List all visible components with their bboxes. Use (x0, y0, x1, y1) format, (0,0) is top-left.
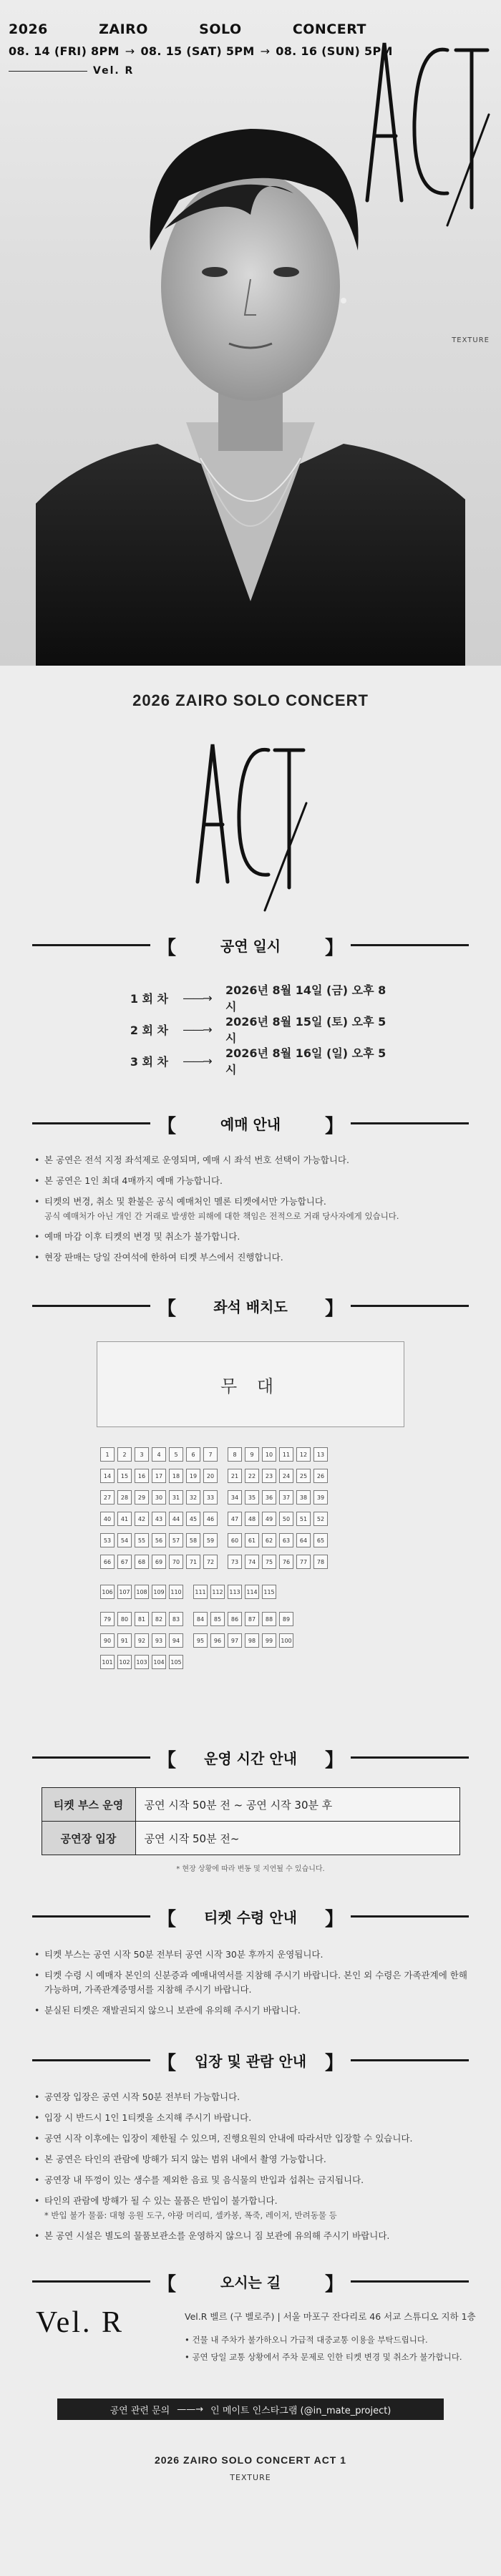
seat-56: 56 (152, 1533, 166, 1547)
seat-1: 1 (100, 1447, 115, 1462)
seat-10: 10 (262, 1447, 276, 1462)
arrow-icon: → (260, 44, 271, 58)
seat-67: 67 (117, 1555, 132, 1569)
ticketing-list (0, 1153, 501, 1265)
seat-18: 18 (169, 1469, 183, 1483)
schedule-row: 1 회 차 ——→ 2026년 8월 14일 (금) 오후 8시 (130, 983, 386, 1014)
section-heading-schedule: 【 공연 일시 】 (0, 930, 501, 959)
hero-artist: ZAIRO (99, 21, 148, 37)
seat-29: 29 (135, 1490, 149, 1505)
section-title: 좌석 배치도 (213, 1298, 288, 1316)
section-title: 티켓 수령 안내 (204, 1909, 297, 1926)
seat-42: 42 (135, 1512, 149, 1526)
table-header-cell: 티켓 부스 운영 (42, 1788, 135, 1822)
seat-93: 93 (152, 1633, 166, 1648)
seat-81: 81 (135, 1612, 149, 1626)
list-item: • 티켓 수령 시 예매자 본인의 신분증과 예매내역서를 지참해 주시기 바랍니다. 본인 외 수령은 가족관계에 한해 가능하며, 가족관계증명서를 지참해 주시기 바랍니다. (34, 1968, 472, 1997)
seat-80: 80 (117, 1612, 132, 1626)
seat-59: 59 (203, 1533, 218, 1547)
seat-91: 91 (117, 1633, 132, 1648)
seat-46: 46 (203, 1512, 218, 1526)
seat-57: 57 (169, 1533, 183, 1547)
section-heading-ticketing: 【 예매 안내 】 (0, 1109, 501, 1137)
seat-22: 22 (245, 1469, 259, 1483)
seat-84: 84 (193, 1612, 208, 1626)
seat-5: 5 (169, 1447, 183, 1462)
arrow-icon: ——→ (183, 991, 211, 1005)
location-block (0, 2305, 501, 2398)
table-header-cell: 공연장 입장 (42, 1822, 135, 1855)
seat-23: 23 (262, 1469, 276, 1483)
divider (9, 71, 87, 72)
seat-21: 21 (228, 1469, 242, 1483)
seat-4: 4 (152, 1447, 166, 1462)
seat-27: 27 (100, 1490, 115, 1505)
seat-12: 12 (296, 1447, 311, 1462)
section-heading-seating: 【 좌석 배치도 】 (0, 1291, 501, 1320)
seat-89: 89 (279, 1612, 293, 1626)
seat-13: 13 (313, 1447, 328, 1462)
seat-109: 109 (152, 1585, 166, 1599)
seat-94: 94 (169, 1633, 183, 1648)
seat-114: 114 (245, 1585, 259, 1599)
seat-32: 32 (186, 1490, 200, 1505)
seat-38: 38 (296, 1490, 311, 1505)
seat-76: 76 (279, 1555, 293, 1569)
seat-61: 61 (245, 1533, 259, 1547)
seat-79: 79 (100, 1612, 115, 1626)
stage: 무 대 (97, 1341, 404, 1427)
seat-73: 73 (228, 1555, 242, 1569)
list-item: • 티켓의 변경, 취소 및 환불은 공식 예매처인 멜론 티켓에서만 가능합니다. 공식 예매처가 아닌 개인 간 거래로 발생한 피해에 대한 책임은 전적으로 거래 당사자에게 있습니다. (34, 1195, 472, 1223)
seat-28: 28 (117, 1490, 132, 1505)
operation-table (42, 1787, 460, 1855)
table-row (42, 1822, 459, 1855)
operation-note: * 현장 상황에 따라 변동 및 지연될 수 있습니다. (176, 1865, 325, 1873)
act-logo-image (193, 732, 308, 914)
seat-11: 11 (279, 1447, 293, 1462)
seat-112: 112 (210, 1585, 225, 1599)
seat-70: 70 (169, 1555, 183, 1569)
seat-62: 62 (262, 1533, 276, 1547)
section-title: 오시는 길 (220, 2274, 281, 2291)
seat-53: 53 (100, 1533, 115, 1547)
seat-98: 98 (245, 1633, 259, 1648)
list-item: • 입장 시 반드시 1인 1티켓을 소지해 주시기 바랍니다. (34, 2111, 472, 2125)
seat-96: 96 (210, 1633, 225, 1648)
seat-9: 9 (245, 1447, 259, 1462)
seat-110: 110 (169, 1585, 183, 1599)
contact-label: 공연 관련 문의 (110, 2405, 170, 2416)
seat-66: 66 (100, 1555, 115, 1569)
hero-poster (0, 0, 501, 666)
seat-49: 49 (262, 1512, 276, 1526)
seat-35: 35 (245, 1490, 259, 1505)
seat-24: 24 (279, 1469, 293, 1483)
section-title: 운영 시간 안내 (204, 1750, 297, 1767)
seat-111: 111 (193, 1585, 208, 1599)
seat-75: 75 (262, 1555, 276, 1569)
seat-71: 71 (186, 1555, 200, 1569)
seat-101: 101 (100, 1655, 115, 1669)
seat-31: 31 (169, 1490, 183, 1505)
title-block (0, 666, 501, 930)
seat-92: 92 (135, 1633, 149, 1648)
seat-63: 63 (279, 1533, 293, 1547)
seat-99: 99 (262, 1633, 276, 1648)
seat-30: 30 (152, 1490, 166, 1505)
list-item: • 공연 당일 교통 상황에서 주차 문제로 인한 티켓 변경 및 취소가 불가합니다. (185, 2352, 462, 2362)
footer-brand (0, 2473, 501, 2482)
seat-83: 83 (169, 1612, 183, 1626)
seat-60: 60 (228, 1533, 242, 1547)
seat-69: 69 (152, 1555, 166, 1569)
seat-115: 115 (262, 1585, 276, 1599)
hero-venue: Vel. R (93, 65, 135, 77)
hero-date-block (9, 21, 393, 77)
seat-33: 33 (203, 1490, 218, 1505)
seat-34: 34 (228, 1490, 242, 1505)
arrow-icon: ——→ (177, 2404, 204, 2415)
list-item: • 본 공연 시설은 별도의 물품보관소를 운영하지 않으니 짐 보관에 유의해 주시기 바랍니다. (34, 2229, 472, 2243)
section-title: 예매 안내 (220, 1116, 281, 1133)
seat-64: 64 (296, 1533, 311, 1547)
seat-97: 97 (228, 1633, 242, 1648)
seat-8: 8 (228, 1447, 242, 1462)
seat-113: 113 (228, 1585, 242, 1599)
seat-43: 43 (152, 1512, 166, 1526)
seat-44: 44 (169, 1512, 183, 1526)
seat-7: 7 (203, 1447, 218, 1462)
location-notes (185, 2334, 462, 2368)
seat-36: 36 (262, 1490, 276, 1505)
list-item: • 본 공연은 1인 최대 4매까지 예매 가능합니다. (34, 1174, 472, 1188)
pickup-list (0, 1948, 501, 2018)
seat-88: 88 (262, 1612, 276, 1626)
seat-54: 54 (117, 1533, 132, 1547)
seat-87: 87 (245, 1612, 259, 1626)
seat-39: 39 (313, 1490, 328, 1505)
seat-108: 108 (135, 1585, 149, 1599)
hero-date-2: 08. 15 (SAT) 5PM (140, 44, 255, 58)
seat-40: 40 (100, 1512, 115, 1526)
hero-signature: TEXTURE (452, 336, 490, 344)
seat-90: 90 (100, 1633, 115, 1648)
seat-15: 15 (117, 1469, 132, 1483)
contact-value: 인 메이트 인스타그램 (@in_mate_project) (210, 2405, 391, 2416)
list-item: • 예매 마감 이후 티켓의 변경 및 취소가 불가합니다. (34, 1230, 472, 1244)
seat-19: 19 (186, 1469, 200, 1483)
schedule-list (0, 982, 501, 1076)
list-item: • 본 공연은 타인의 관람에 방해가 되지 않는 범위 내에서 촬영 가능합니다. (34, 2152, 472, 2167)
seat-77: 77 (296, 1555, 311, 1569)
seat-14: 14 (100, 1469, 115, 1483)
list-item: • 건물 내 주차가 불가하오니 가급적 대중교통 이용을 부탁드립니다. (185, 2335, 428, 2345)
seat-45: 45 (186, 1512, 200, 1526)
seat-107: 107 (117, 1585, 132, 1599)
contact-bar (57, 2398, 444, 2420)
list-item: • 본 공연은 전석 지정 좌석제로 운영되며, 예매 시 좌석 번호 선택이 가능합니다. (34, 1153, 472, 1167)
artist-portrait-image (36, 86, 465, 666)
seat-48: 48 (245, 1512, 259, 1526)
seat-106: 106 (100, 1585, 115, 1599)
section-heading-directions: 【 오시는 길 】 (0, 2267, 501, 2295)
seat-26: 26 (313, 1469, 328, 1483)
seat-map (0, 1341, 501, 1739)
seat-74: 74 (245, 1555, 259, 1569)
seat-3: 3 (135, 1447, 149, 1462)
footer (0, 2398, 501, 2506)
list-item: • 분실된 티켓은 재발권되지 않으니 보관에 유의해 주시기 바랍니다. (34, 2003, 472, 2018)
seat-17: 17 (152, 1469, 166, 1483)
seat-65: 65 (313, 1533, 328, 1547)
concert-title: 2026 ZAIRO SOLO CONCERT (132, 691, 369, 709)
seat-82: 82 (152, 1612, 166, 1626)
schedule-row: 3 회 차 ——→ 2026년 8월 16일 (일) 오후 5시 (130, 1046, 386, 1076)
seat-104: 104 (152, 1655, 166, 1669)
hero-concert: CONCERT (292, 21, 366, 37)
section-title: 입장 및 관람 안내 (194, 2053, 307, 2070)
seat-20: 20 (203, 1469, 218, 1483)
table-cell: 공연 시작 50분 전 ~ 공연 시작 30분 후 (135, 1788, 459, 1822)
schedule-row: 2 회 차 ——→ 2026년 8월 15일 (토) 오후 5시 (130, 1015, 386, 1045)
seat-95: 95 (193, 1633, 208, 1648)
seat-100: 100 (279, 1633, 293, 1648)
list-item: • 공연 시작 이후에는 입장이 제한될 수 있으며, 진행요원의 안내에 따라서만 입장할 수 있습니다. (34, 2132, 472, 2146)
section-heading-pickup: 【 티켓 수령 안내 】 (0, 1902, 501, 1930)
list-item: • 타인의 관람에 방해가 될 수 있는 물품은 반입이 불가합니다. * 반입 불가 물품: 대형 응원 도구, 야광 머리띠, 셀카봉, 폭죽, 레이저, 반려동물 등 (34, 2194, 472, 2222)
seat-72: 72 (203, 1555, 218, 1569)
seat-78: 78 (313, 1555, 328, 1569)
hero-year: 2026 (9, 21, 48, 37)
table-cell: 공연 시작 50분 전~ (135, 1822, 459, 1855)
venue-address: Vel.R 벨르 (구 벨로주) | 서울 마포구 잔다리로 46 서교 스튜디오 지하 1층 (185, 2311, 476, 2322)
section-heading-entry: 【 입장 및 관람 안내 】 (0, 2046, 501, 2074)
seat-2: 2 (117, 1447, 132, 1462)
seat-103: 103 (135, 1655, 149, 1669)
seat-85: 85 (210, 1612, 225, 1626)
seat-102: 102 (117, 1655, 132, 1669)
entry-list (0, 2090, 501, 2243)
seat-55: 55 (135, 1533, 149, 1547)
seat-25: 25 (296, 1469, 311, 1483)
seat-47: 47 (228, 1512, 242, 1526)
arrow-icon: ——→ (183, 1054, 211, 1068)
arrow-icon: ——→ (183, 1022, 211, 1036)
hero-date-3: 08. 16 (SUN) 5PM (276, 44, 393, 58)
hero-date-1: 08. 14 (FRI) 8PM (9, 44, 120, 58)
footer-title: 2026 ZAIRO SOLO CONCERT ACT 1 (154, 2454, 347, 2466)
list-item: • 공연장 내 뚜껑이 있는 생수를 제외한 음료 및 음식물의 반입과 섭취는 금지됩니다. (34, 2173, 472, 2187)
seat-105: 105 (169, 1655, 183, 1669)
table-row (42, 1788, 459, 1822)
seat-51: 51 (296, 1512, 311, 1526)
seat-6: 6 (186, 1447, 200, 1462)
seat-50: 50 (279, 1512, 293, 1526)
list-item: • 현장 판매는 당일 잔여석에 한하여 티켓 부스에서 진행합니다. (34, 1250, 472, 1265)
seat-86: 86 (228, 1612, 242, 1626)
seat-37: 37 (279, 1490, 293, 1505)
section-title: 공연 일시 (220, 938, 281, 955)
seat-16: 16 (135, 1469, 149, 1483)
section-heading-operation: 【 운영 시간 안내 】 (0, 1743, 501, 1771)
list-item: • 공연장 입장은 공연 시작 50분 전부터 가능합니다. (34, 2090, 472, 2104)
seat-58: 58 (186, 1533, 200, 1547)
seat-41: 41 (117, 1512, 132, 1526)
texture-logo: TEXTURE (230, 2473, 271, 2482)
list-item: • 티켓 부스는 공연 시작 50분 전부터 공연 시작 30분 후까지 운영됩니다. (34, 1948, 472, 1962)
seat-52: 52 (313, 1512, 328, 1526)
arrow-icon: → (125, 44, 135, 58)
venue-logo: Vel. R (36, 2306, 124, 2339)
hero-solo: SOLO (199, 21, 242, 37)
seat-68: 68 (135, 1555, 149, 1569)
